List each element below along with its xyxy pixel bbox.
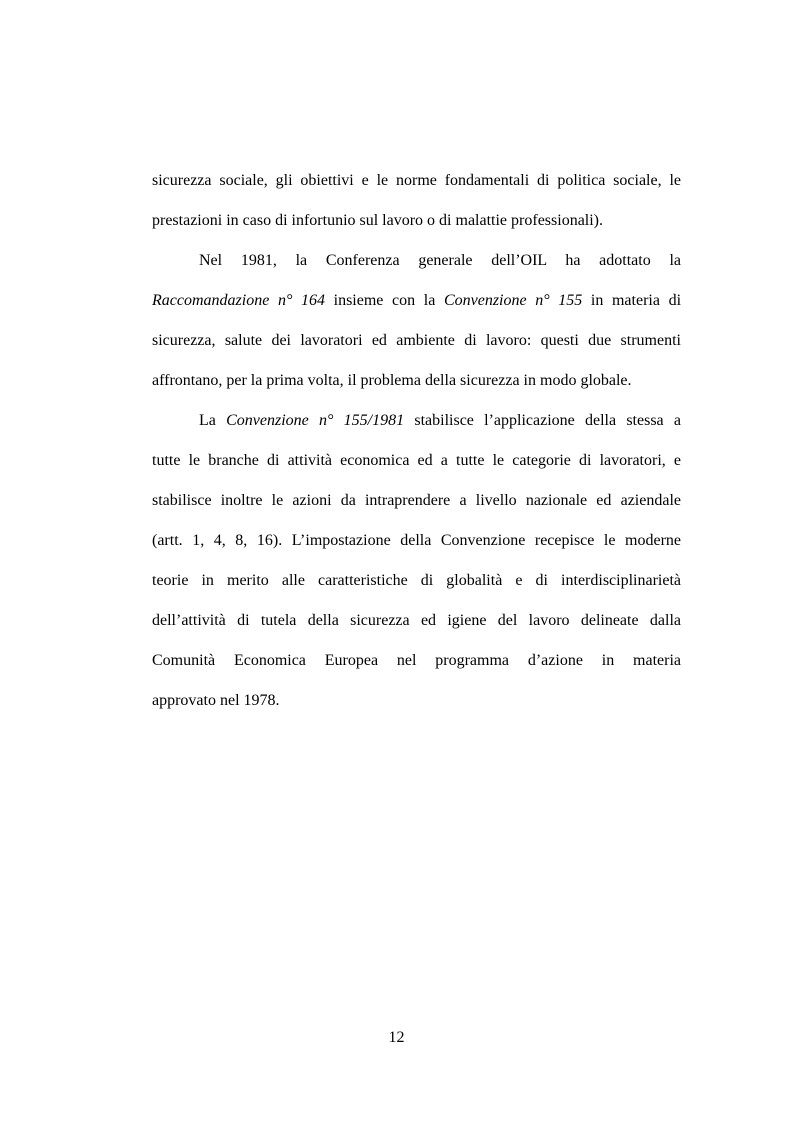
text-line-8: [152, 441, 681, 481]
text-line-3: [152, 241, 681, 281]
text-line-12: [152, 601, 681, 641]
document-body: [152, 161, 681, 721]
text-run: prestazioni in caso di infortunio sul lavoro o di malattie professionali).: [152, 212, 604, 229]
text-line-2: [152, 201, 681, 241]
text-line-9: [152, 481, 681, 521]
text-run: insieme con la: [324, 292, 444, 309]
text-line-5: [152, 321, 681, 361]
text-run: teorie in merito alle caratteristiche di globalità e di interdisciplinarietà: [152, 572, 681, 589]
text-line-1: [152, 161, 681, 201]
text-run: stabilisce l’applicazione della stessa a: [404, 412, 681, 429]
text-run: affrontano, per la prima volta, il problema della sicurezza in modo globale.: [152, 372, 632, 389]
text-run: La: [199, 412, 227, 429]
text-line-10: [152, 521, 681, 561]
text-run: Nel 1981, la Conferenza generale dell’OIL ha adottato la: [199, 252, 681, 269]
text-run: sicurezza sociale, gli obiettivi e le norme fondamentali di politica sociale, le: [152, 172, 681, 189]
italic-title-convenzione: Convenzione n° 155/1981: [226, 412, 405, 429]
italic-title-convenzione: Convenzione n° 155: [443, 292, 583, 309]
page-number: 12: [388, 1029, 405, 1046]
text-line-6: [152, 361, 681, 401]
text-line-4: [152, 281, 681, 321]
text-run: tutte le branche di attività economica ed a tutte le categorie di lavoratori, e: [152, 452, 681, 469]
text-run: approvato nel 1978.: [152, 692, 280, 709]
text-run: dell’attività di tutela della sicurezza ed igiene del lavoro delineate dalla: [152, 612, 681, 629]
text-line-14: [152, 681, 681, 721]
text-line-7: [152, 401, 681, 441]
italic-title-raccomandazione: Raccomandazione n° 164: [152, 292, 325, 309]
text-run: sicurezza, salute dei lavoratori ed ambiente di lavoro: questi due strumenti: [152, 332, 681, 349]
text-line-13: [152, 641, 681, 681]
text-run: in materia di: [582, 292, 682, 309]
text-run: (artt. 1, 4, 8, 16). L’impostazione della Convenzione recepisce le moderne: [152, 532, 681, 549]
text-run: Comunità Economica Europea nel programma d’azione in materia: [152, 652, 681, 669]
text-line-11: [152, 561, 681, 601]
text-run: stabilisce inoltre le azioni da intraprendere a livello nazionale ed aziendale: [152, 492, 681, 509]
